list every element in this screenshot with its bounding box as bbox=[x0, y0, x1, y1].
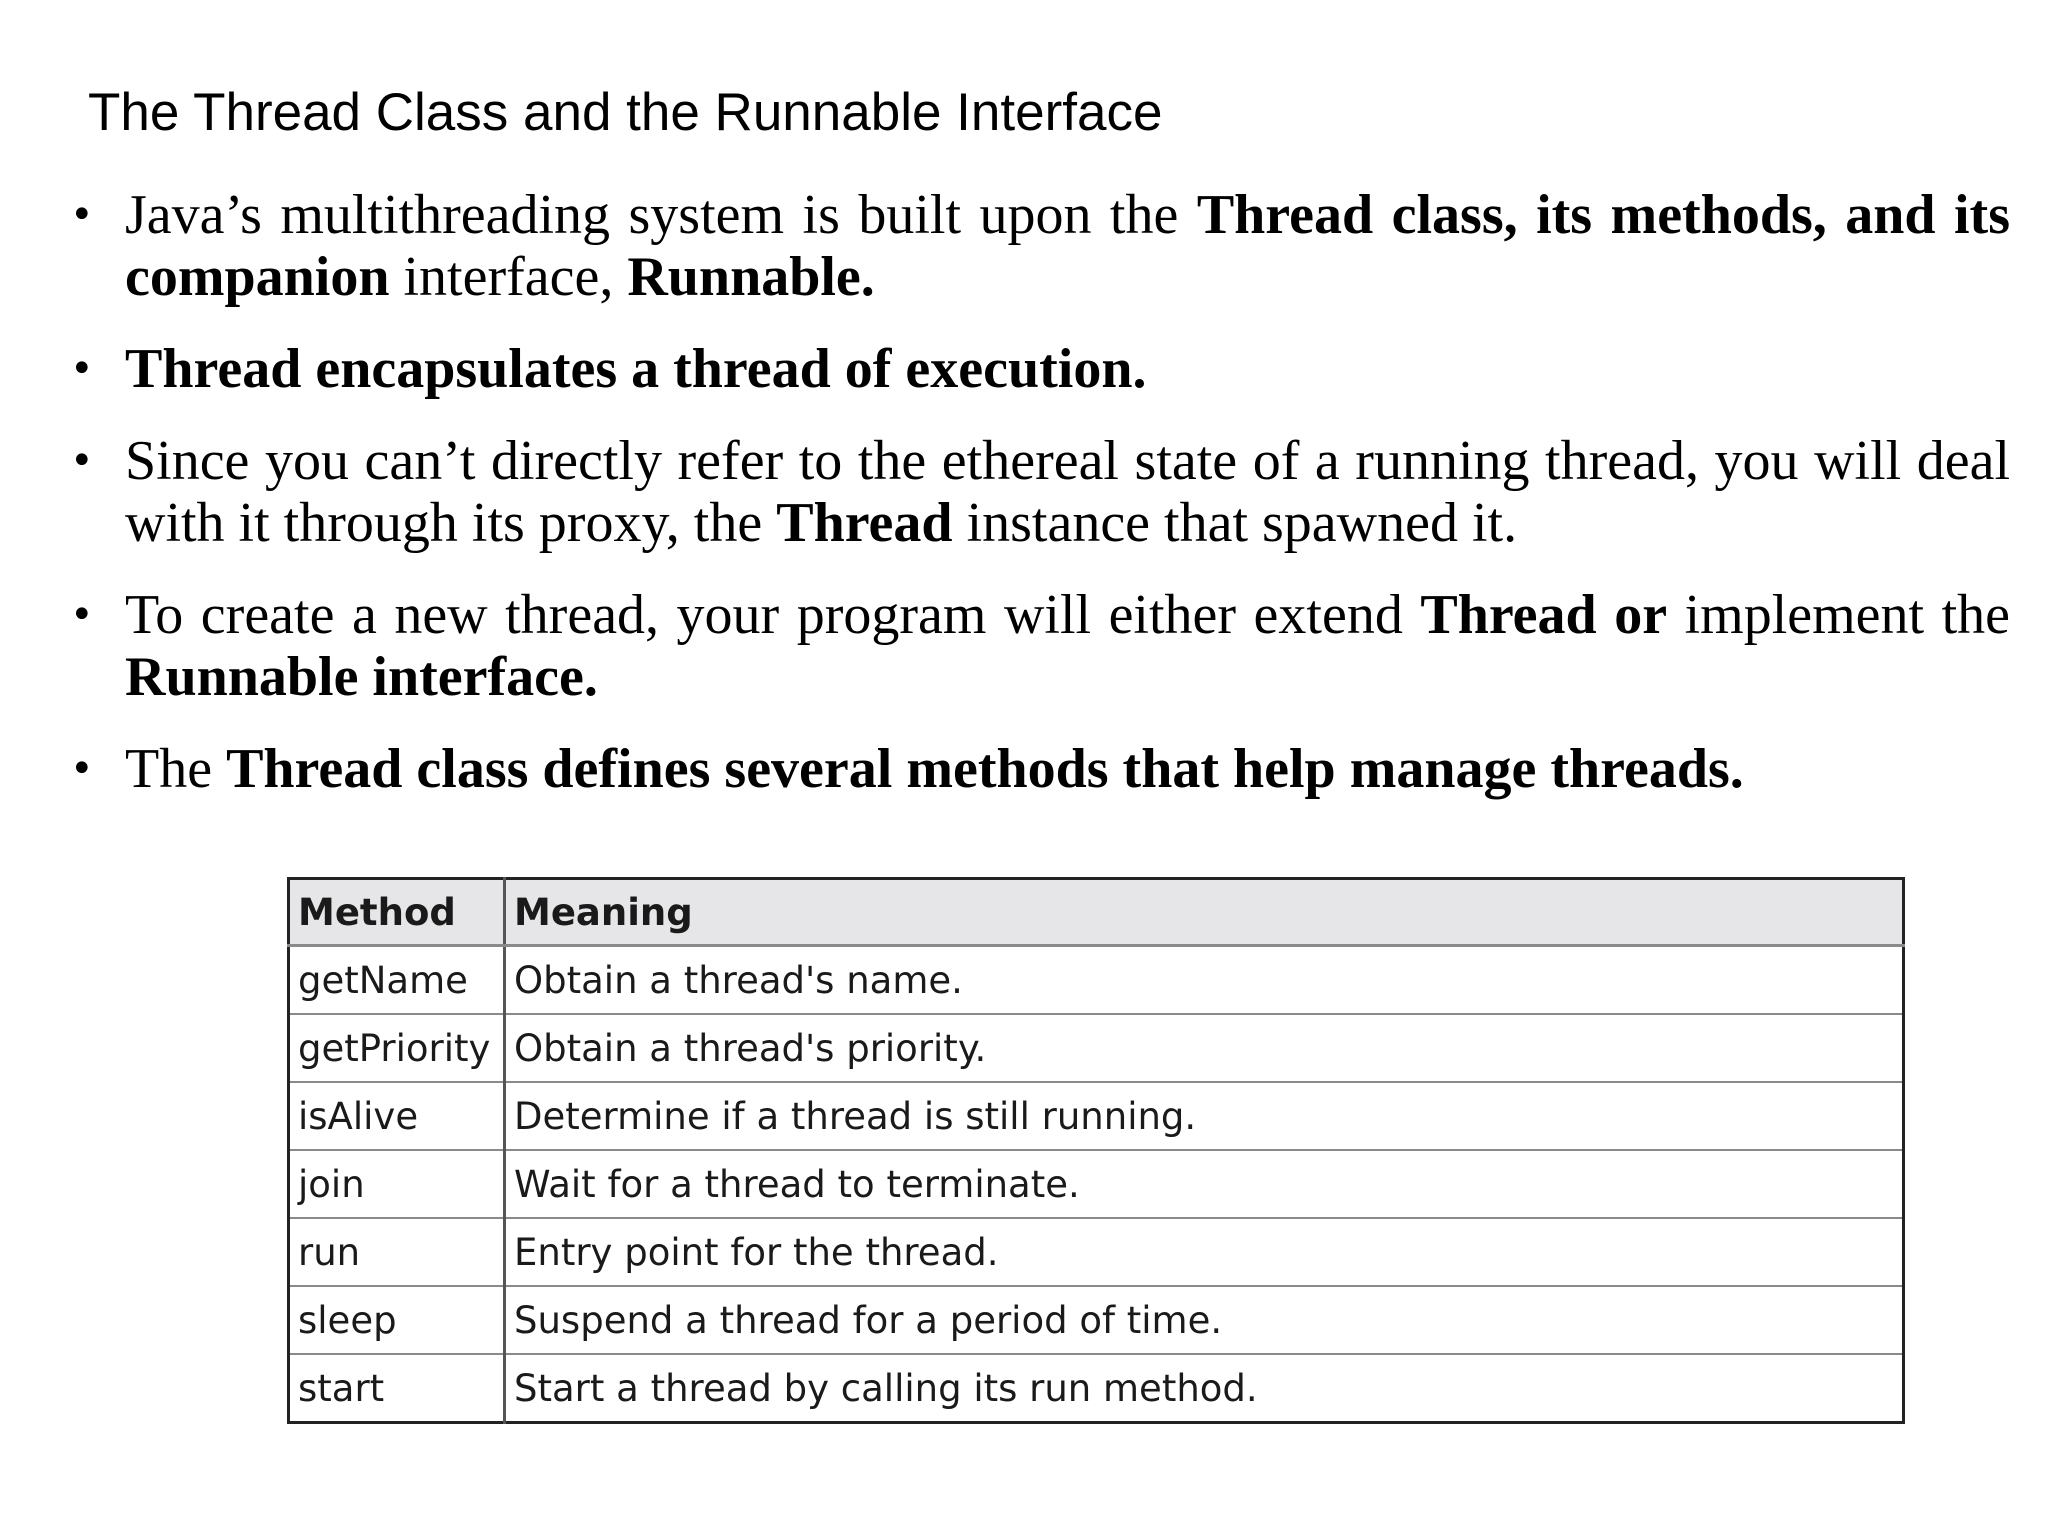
bullet-text: instance that spawned it. bbox=[952, 492, 1518, 554]
bullet-text: implement the bbox=[1667, 584, 2011, 646]
bullet-marker: • bbox=[70, 346, 94, 392]
bullet-text-bold: Thread bbox=[776, 492, 953, 554]
method-cell: getName bbox=[289, 946, 505, 1015]
meaning-column-header: Meaning bbox=[505, 879, 1904, 946]
meaning-cell: Start a thread by calling its run method. bbox=[505, 1354, 1904, 1423]
bullet-item bbox=[70, 184, 2010, 308]
meaning-cell: Suspend a thread for a period of time. bbox=[505, 1286, 1904, 1354]
table-row bbox=[289, 946, 1904, 1015]
meaning-cell: Entry point for the thread. bbox=[505, 1218, 1904, 1286]
meaning-cell: Obtain a thread's priority. bbox=[505, 1014, 1904, 1082]
table-row bbox=[289, 1082, 1904, 1150]
bullet-text: Java’s multithreading system is built upon the bbox=[125, 184, 1197, 246]
bullet-marker: • bbox=[70, 746, 94, 792]
thread-methods-table bbox=[287, 877, 1905, 1424]
table-row bbox=[289, 1150, 1904, 1218]
method-cell: run bbox=[289, 1218, 505, 1286]
table-row bbox=[289, 1286, 1904, 1354]
bullet-item bbox=[70, 584, 2010, 708]
table-row bbox=[289, 1218, 1904, 1286]
bullet-text: The bbox=[125, 738, 227, 800]
method-column-header: Method bbox=[289, 879, 505, 946]
bullet-item bbox=[70, 738, 2010, 800]
method-cell: isAlive bbox=[289, 1082, 505, 1150]
bullet-text-bold: Runnable. bbox=[627, 246, 875, 308]
table-row bbox=[289, 1354, 1904, 1423]
bullet-marker: • bbox=[70, 438, 94, 484]
meaning-cell: Determine if a thread is still running. bbox=[505, 1082, 1904, 1150]
bullet-marker: • bbox=[70, 592, 94, 638]
method-cell: join bbox=[289, 1150, 505, 1218]
bullet-item bbox=[70, 338, 2010, 400]
bullet-text: Since you can’t directly refer to the ethereal state of a running thread, you will deal with it through its proxy, the bbox=[125, 430, 2010, 554]
meaning-cell: Obtain a thread's name. bbox=[505, 946, 1904, 1015]
meaning-cell: Wait for a thread to terminate. bbox=[505, 1150, 1904, 1218]
table-row bbox=[289, 1014, 1904, 1082]
bullet-text-bold: Thread class defines several methods that help manage threads. bbox=[226, 738, 1744, 800]
bullet-item bbox=[70, 430, 2010, 554]
table-header-row bbox=[289, 879, 1904, 946]
bullet-text: To create a new thread, your program will either extend bbox=[125, 584, 1421, 646]
slide-title: The Thread Class and the Runnable Interface bbox=[88, 83, 1163, 142]
bullet-text-bold: Runnable interface. bbox=[125, 646, 598, 708]
bullet-text-bold: Thread or bbox=[1420, 584, 1668, 646]
bullet-list bbox=[70, 184, 2010, 830]
method-cell: getPriority bbox=[289, 1014, 505, 1082]
method-cell: start bbox=[289, 1354, 505, 1423]
bullet-marker: • bbox=[70, 192, 94, 238]
method-cell: sleep bbox=[289, 1286, 505, 1354]
bullet-text: interface, bbox=[389, 246, 628, 308]
bullet-text-bold: Thread encapsulates a thread of execution. bbox=[125, 338, 1147, 400]
bullet-text-bold: Thread class, its methods, and its companion bbox=[125, 184, 2010, 308]
